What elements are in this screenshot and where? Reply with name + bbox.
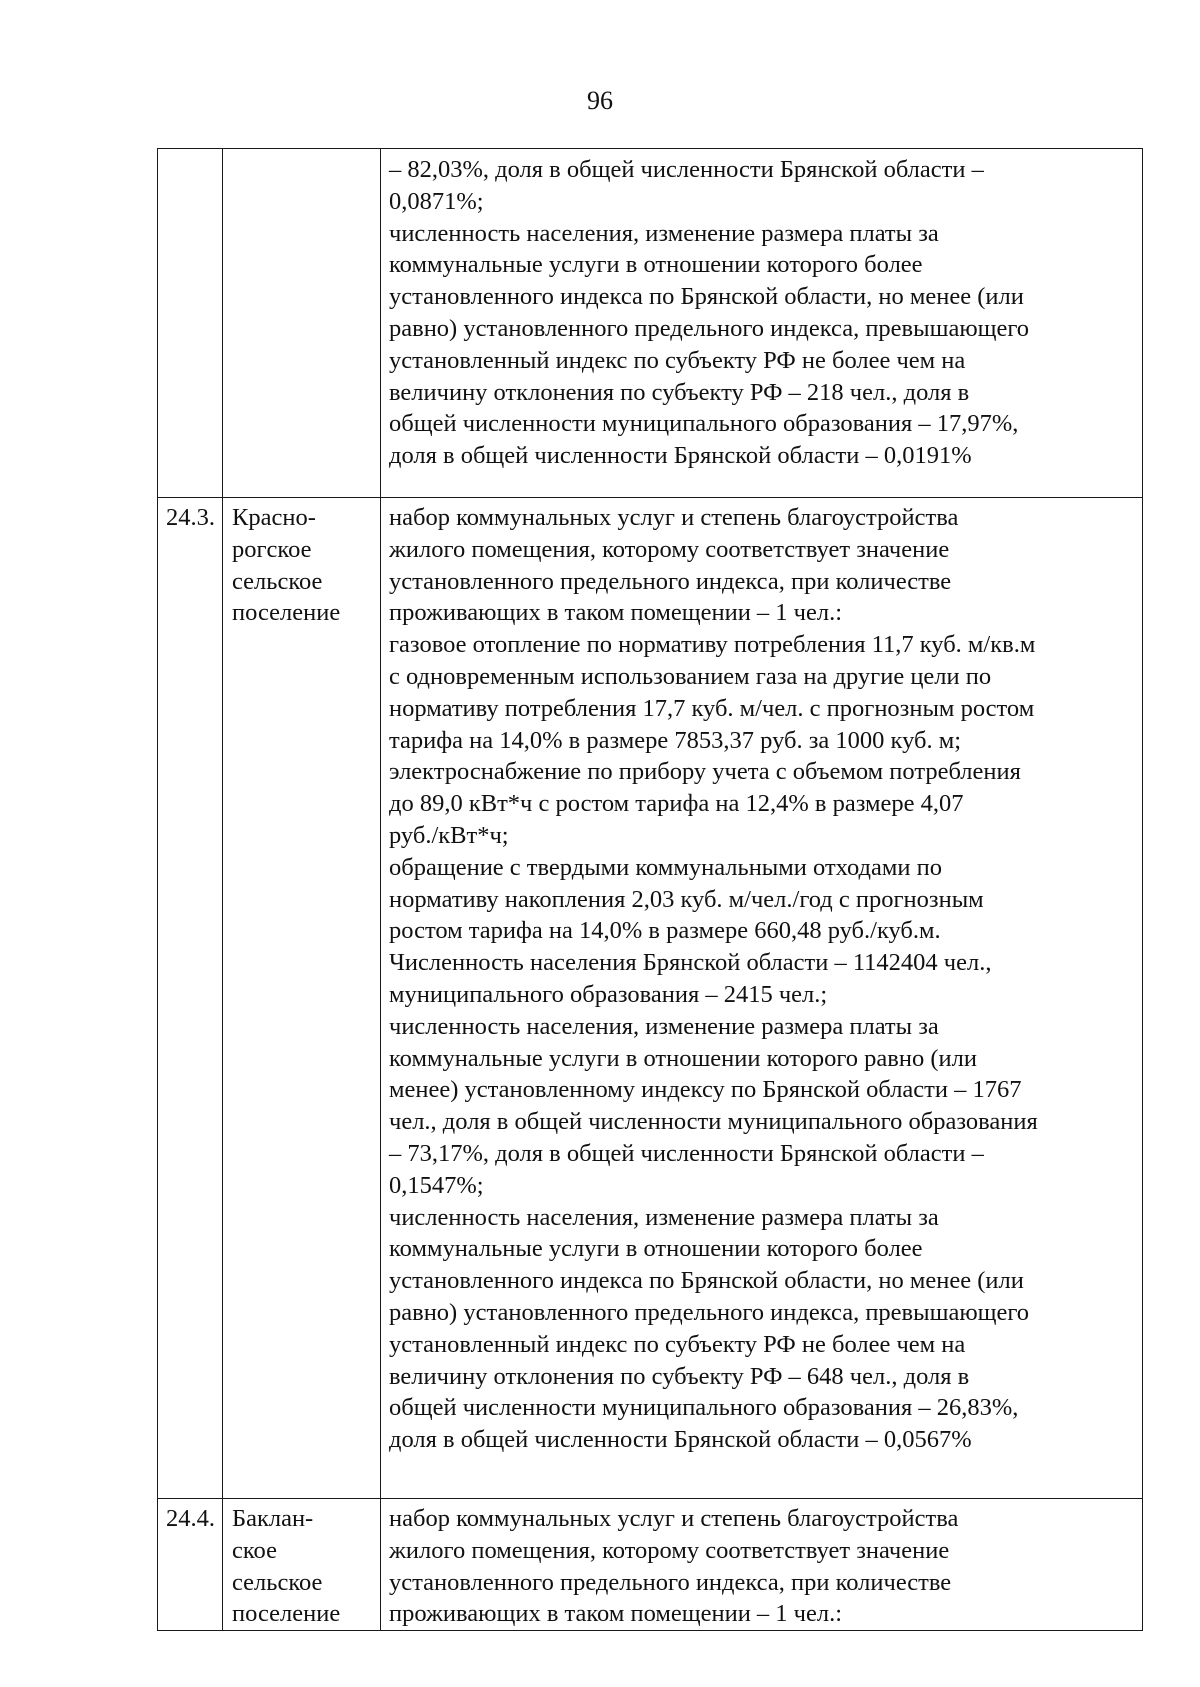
description-line: проживающих в таком помещении – 1 чел.: [389, 1600, 843, 1628]
description-line: жилого помещения, которому соответствует значение [389, 535, 950, 563]
description-line: ростом тарифа на 14,0% в размере 660,48 руб./куб.м. [389, 917, 941, 945]
municipality-name-line: ское [232, 1536, 277, 1564]
description-line: менее) установленному индексу по Брянской области – 1767 [389, 1076, 1022, 1104]
municipality-name [223, 1499, 380, 1630]
description-line: коммунальные услуги в отношении которого более [389, 1235, 923, 1263]
description-cell [381, 1499, 1143, 1631]
municipality-name-line: сельское [232, 567, 323, 595]
municipality-name-line: рогское [232, 535, 312, 563]
description-line: установленного предельного индекса, при количестве [389, 567, 952, 595]
description-line: установленного индекса по Брянской области, но менее (или [389, 283, 1024, 311]
description-line: установленный индекс по субъекту РФ не более чем на [389, 1330, 966, 1358]
table-row-continuation [158, 149, 1143, 498]
description-line: установленного предельного индекса, при количестве [389, 1568, 952, 1596]
description-line: до 89,0 кВт*ч с ростом тарифа на 12,4% в размере 4,07 [389, 790, 964, 818]
description-line: установленного индекса по Брянской области, но менее (или [389, 1267, 1024, 1295]
description-line: – 82,03%, доля в общей численности Брянской области – [389, 156, 984, 183]
description-line: газовое отопление по нормативу потребления 11,7 куб. м/кв.м [389, 631, 1036, 659]
description-line: набор коммунальных услуг и степень благоустройства [389, 504, 959, 531]
table-row-24-4 [158, 1499, 1143, 1631]
description-line: набор коммунальных услуг и степень благоустройства [389, 1505, 959, 1532]
description-line: – 73,17%, доля в общей численности Брянской области – [389, 1139, 984, 1167]
description-line: муниципального образования – 2415 чел.; [389, 980, 828, 1008]
tariff-table [157, 148, 1143, 1631]
row-number-cell [158, 498, 223, 1499]
description-line: общей численности муниципального образования – 17,97%, [389, 410, 1019, 438]
municipality-name [223, 498, 380, 629]
description-cell [381, 149, 1143, 498]
description-line: доля в общей численности Брянской области – 0,0567% [389, 1426, 972, 1454]
description-line: численность населения, изменение размера платы за [389, 1203, 939, 1231]
description-text [381, 1499, 1142, 1630]
municipality-cell [223, 498, 381, 1499]
municipality-name-line: сельское [232, 1568, 323, 1596]
table-row-24-3 [158, 498, 1143, 1499]
description-line: с одновременным использованием газа на другие цели по [389, 662, 992, 690]
description-line: коммунальные услуги в отношении которого более [389, 251, 923, 279]
description-line: руб./кВт*ч; [389, 821, 509, 849]
row-number: 24.3. [166, 504, 215, 531]
description-line: 0,0871%; [389, 187, 484, 215]
description-line: жилого помещения, которому соответствует значение [389, 1536, 950, 1564]
description-line: нормативу накопления 2,03 куб. м/чел./год с прогнозным [389, 885, 984, 913]
description-line: общей численности муниципального образования – 26,83%, [389, 1394, 1019, 1422]
municipality-name-line: Красно- [232, 504, 316, 531]
description-line: численность населения, изменение размера платы за [389, 1012, 939, 1040]
description-line: равно) установленного предельного индекса, превышающего [389, 1298, 1030, 1326]
description-line: нормативу потребления 17,7 куб. м/чел. с прогнозным ростом [389, 694, 1035, 722]
description-line: доля в общей численности Брянской области – 0,0191% [389, 442, 972, 470]
description-text [381, 498, 1142, 1456]
row-number-cell [158, 1499, 223, 1631]
municipality-cell [223, 149, 381, 498]
description-line: величину отклонения по субъекту РФ – 218 чел., доля в [389, 378, 970, 406]
description-line: Численность населения Брянской области – 1142404 чел., [389, 949, 992, 977]
description-line: проживающих в таком помещении – 1 чел.: [389, 599, 843, 627]
description-cell [381, 498, 1143, 1499]
municipality-cell [223, 1499, 381, 1631]
row-number: 24.4. [166, 1505, 215, 1532]
description-line: величину отклонения по субъекту РФ – 648 чел., доля в [389, 1362, 970, 1390]
description-line: коммунальные услуги в отношении которого равно (или [389, 1044, 977, 1072]
page-number: 96 [587, 86, 613, 115]
description-line: чел., доля в общей численности муниципального образования [389, 1108, 1038, 1136]
description-line: равно) установленного предельного индекса, превышающего [389, 314, 1030, 342]
description-line: численность населения, изменение размера платы за [389, 219, 939, 247]
description-line: тарифа на 14,0% в размере 7853,37 руб. за 1000 куб. м; [389, 726, 962, 754]
municipality-name-line: Баклан- [232, 1505, 314, 1532]
row-number-cell [158, 149, 223, 498]
description-line: 0,1547%; [389, 1171, 484, 1199]
municipality-name-line: поселение [232, 1600, 341, 1628]
description-text [381, 149, 1142, 472]
municipality-name-line: поселение [232, 599, 341, 627]
description-line: обращение с твердыми коммунальными отходами по [389, 853, 942, 881]
description-line: электроснабжение по прибору учета с объемом потребления [389, 758, 1021, 786]
description-line: установленный индекс по субъекту РФ не более чем на [389, 346, 966, 374]
